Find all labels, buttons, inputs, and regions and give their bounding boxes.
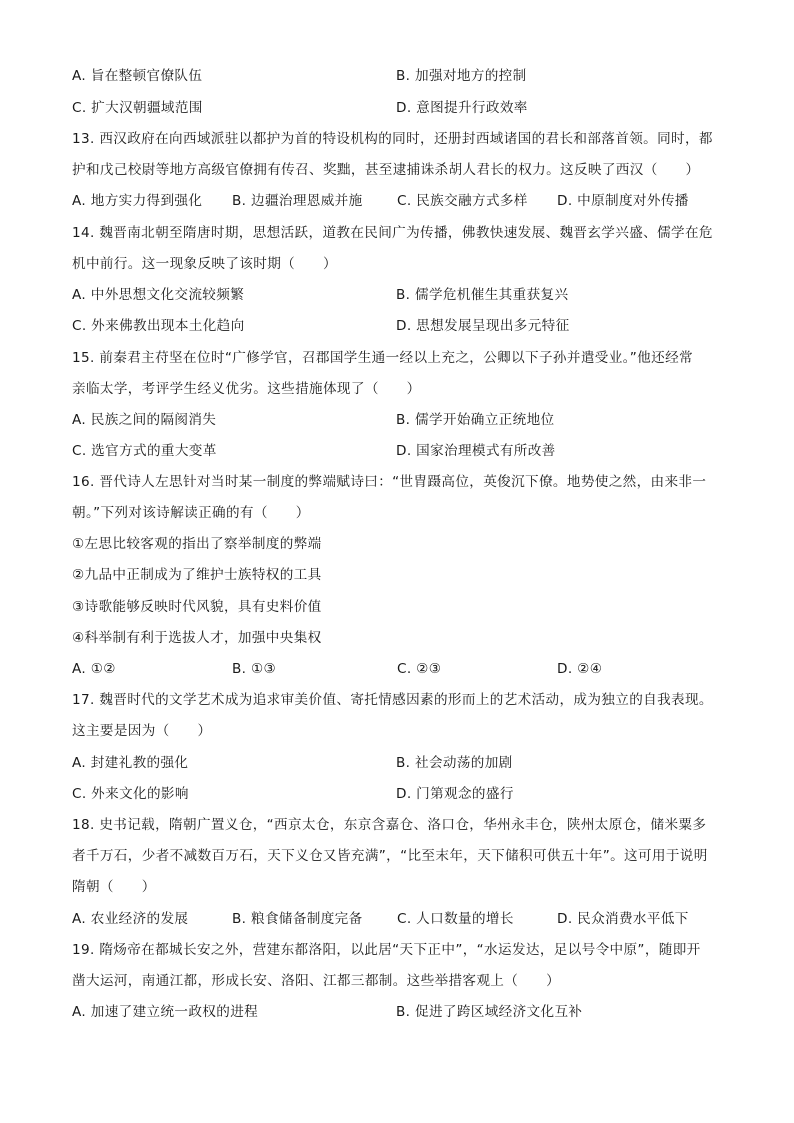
q14-stem-line-1: 14. 魏晋南北朝至隋唐时期，思想活跃，道教在民间广为传播，佛教快速发展、魏晋玄学兴盛、儒学在危	[72, 225, 713, 241]
q14-option-a: A. 中外思想文化交流较频繁	[72, 287, 245, 303]
q13-stem-line-1: 13. 西汉政府在向西域派驻以都护为首的特设机构的同时，还册封西域诸国的君长和部落首领。同时，都	[72, 131, 713, 147]
q16-statement-3: ③诗歌能够反映时代风貌，具有史料价值	[72, 599, 322, 615]
q17-stem-line-2: 这主要是因为（ ）	[72, 723, 212, 739]
q15-option-d: D. 国家治理模式有所改善	[396, 443, 556, 459]
q18-option-d: D. 民众消费水平低下	[557, 911, 689, 927]
q12-option-c: C. 扩大汉朝疆域范围	[72, 100, 203, 116]
q12-option-b: B. 加强对地方的控制	[396, 68, 527, 84]
q19-option-a: A. 加速了建立统一政权的进程	[72, 1004, 259, 1020]
q18-stem-line-3: 隋朝（ ）	[72, 879, 156, 895]
q12-option-a: A. 旨在整顿官僚队伍	[72, 68, 203, 84]
q16-option-b: B. ①③	[232, 661, 277, 677]
q17-stem-line-1: 17. 魏晋时代的文学艺术成为追求审美价值、寄托情感因素的形而上的艺术活动，成为独立的自我表现。	[72, 692, 713, 708]
q16-option-a: A. ①②	[72, 661, 116, 677]
q18-option-c: C. 人口数量的增长	[397, 911, 514, 927]
q15-option-a: A. 民族之间的隔阂消失	[72, 412, 217, 428]
q18-stem-line-2: 者千万石，少者不减数百万石，天下义仓又皆充满”，“比至末年，天下储积可供五十年”。这可用于说明	[72, 848, 708, 864]
q17-option-c: C. 外来文化的影响	[72, 786, 189, 802]
q17-option-a: A. 封建礼教的强化	[72, 755, 189, 771]
q13-option-b: B. 边疆治理恩威并施	[232, 193, 363, 209]
q18-stem-line-1: 18. 史书记载，隋朝广置义仓，“西京太仓，东京含嘉仓、洛口仓，华州永丰仓，陕州太原仓，储米粟多	[72, 817, 707, 833]
q16-option-c: C. ②③	[397, 661, 442, 677]
q16-statement-2: ②九品中正制成为了维护士族特权的工具	[72, 567, 322, 583]
q14-stem-line-2: 机中前行。这一现象反映了该时期（ ）	[72, 256, 337, 272]
q16-statement-1: ①左思比较客观的指出了察举制度的弊端	[72, 536, 322, 552]
q19-option-b: B. 促进了跨区域经济文化互补	[396, 1004, 583, 1020]
q18-option-a: A. 农业经济的发展	[72, 911, 189, 927]
q13-option-d: D. 中原制度对外传播	[557, 193, 689, 209]
q19-stem-line-2: 凿大运河，南通江都，形成长安、洛阳、江都三都制。这些举措客观上（ ）	[72, 973, 561, 989]
q15-stem-line-1: 15. 前秦君主苻坚在位时“广修学官，召郡国学生通一经以上充之，公卿以下子孙并遣受业。”他还经常	[72, 350, 693, 366]
q16-stem-line-2: 朝。”下列对该诗解读正确的有（ ）	[72, 505, 310, 521]
q13-option-c: C. 民族交融方式多样	[397, 193, 528, 209]
q16-stem-line-1: 16. 晋代诗人左思针对当时某一制度的弊端赋诗曰：“世胄蹑高位，英俊沉下僚。地势使之然，由来非一	[72, 474, 707, 490]
q19-stem-line-1: 19. 隋炀帝在都城长安之外，营建东都洛阳，以此居“天下正中”，“水运发达，足以号令中原”，随即开	[72, 942, 701, 958]
q13-option-a: A. 地方实力得到强化	[72, 193, 203, 209]
q17-option-d: D. 门第观念的盛行	[396, 786, 514, 802]
q14-option-b: B. 儒学危机催生其重获复兴	[396, 287, 569, 303]
q16-statement-4: ④科举制有利于选拔人才，加强中央集权	[72, 630, 322, 646]
q14-option-c: C. 外来佛教出现本土化趋向	[72, 318, 245, 334]
q18-option-b: B. 粮食储备制度完备	[232, 911, 363, 927]
q14-option-d: D. 思想发展呈现出多元特征	[396, 318, 570, 334]
q15-option-b: B. 儒学开始确立正统地位	[396, 412, 555, 428]
q15-option-c: C. 选官方式的重大变革	[72, 443, 217, 459]
q16-option-d: D. ②④	[557, 661, 603, 677]
q17-option-b: B. 社会动荡的加剧	[396, 755, 513, 771]
q15-stem-line-2: 亲临太学，考评学生经义优劣。这些措施体现了（ ）	[72, 381, 421, 397]
q13-stem-line-2: 护和戊己校尉等地方高级官僚拥有传召、奖黜，甚至逮捕诛杀胡人君长的权力。这反映了西汉（ ）	[72, 162, 700, 178]
q12-option-d: D. 意图提升行政效率	[396, 100, 528, 116]
